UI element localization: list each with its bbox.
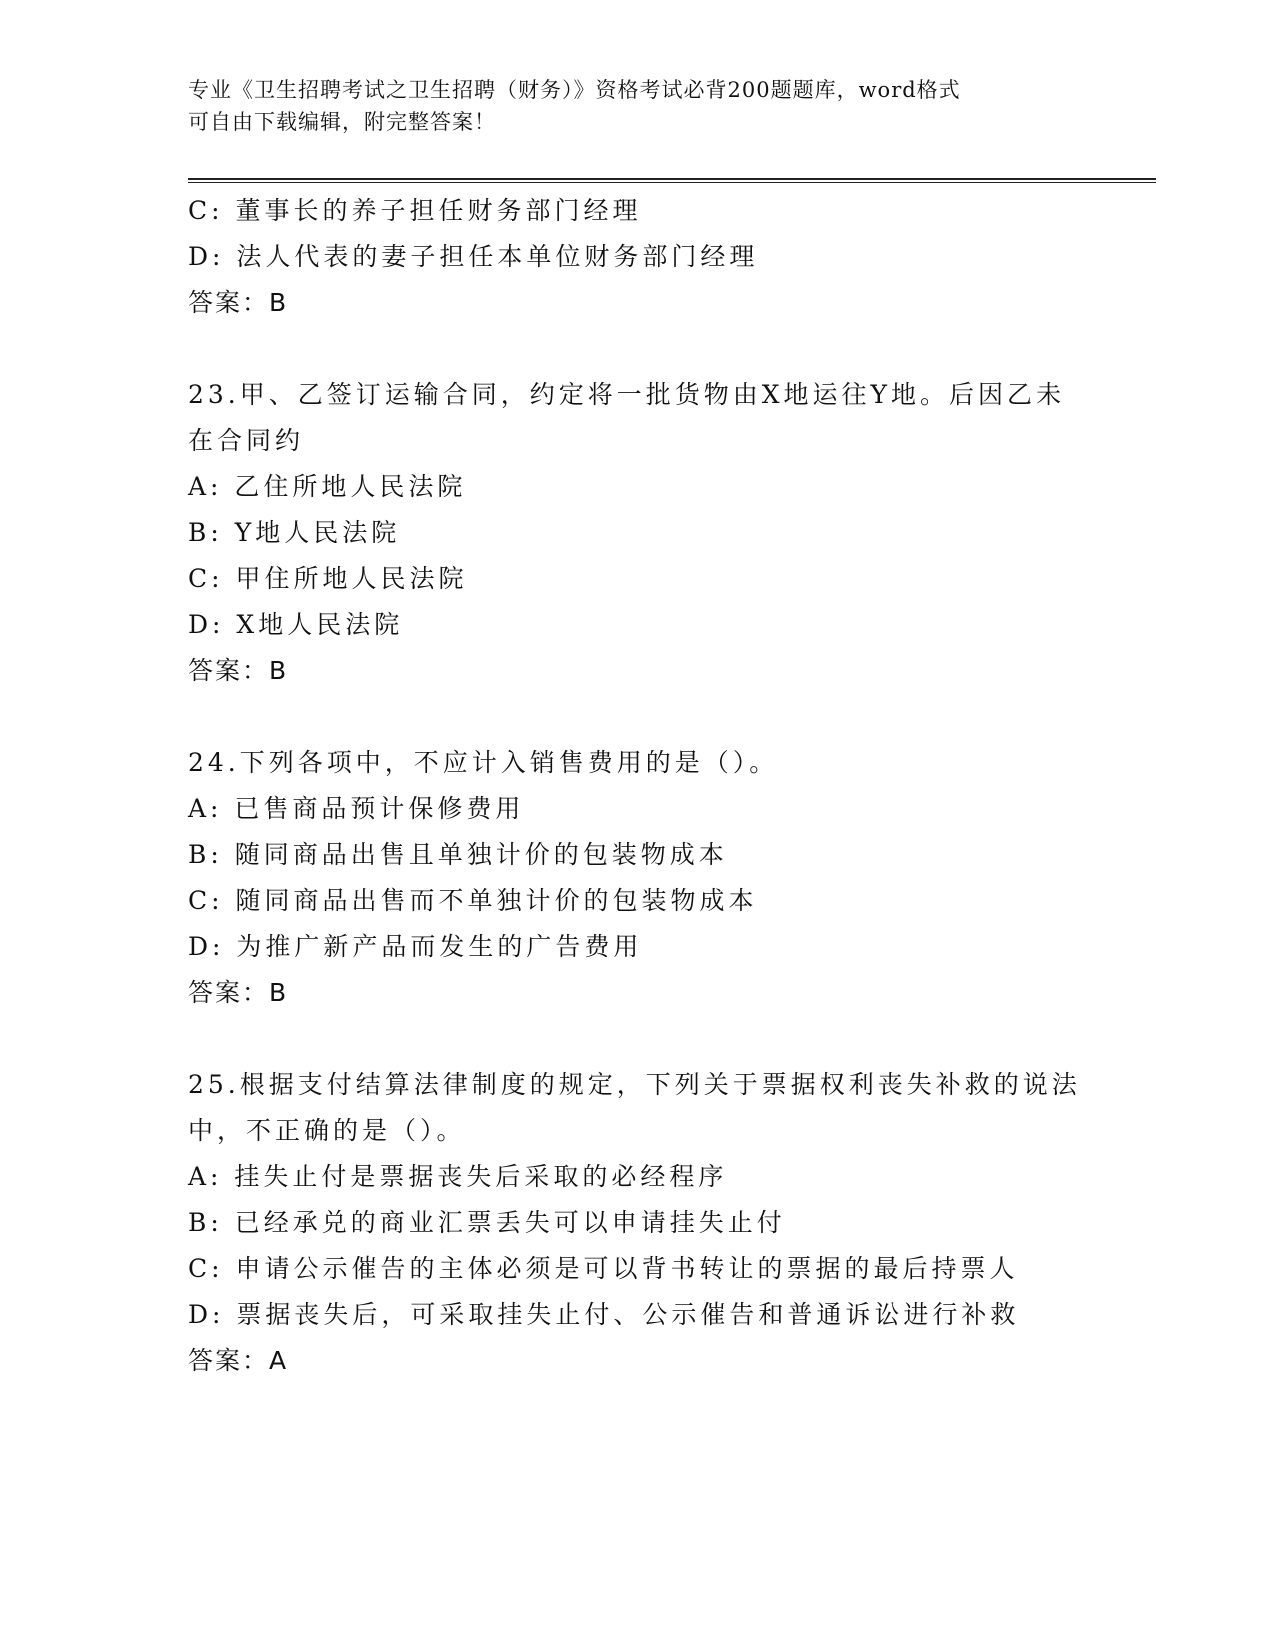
question-23 bbox=[188, 372, 1088, 694]
option-d: D: 票据丧失后，可采取挂失止付、公示催告和普通诉讼进行补救 bbox=[188, 1300, 1020, 1329]
option-c: C: 申请公示催告的主体必须是可以背书转让的票据的最后持票人 bbox=[188, 1254, 1019, 1283]
spacer bbox=[188, 694, 1088, 740]
option-a: A: 挂失止付是票据丧失后采取的必经程序 bbox=[188, 1162, 728, 1191]
option-d: D: X地人民法院 bbox=[188, 610, 404, 639]
answer: 答案：B bbox=[188, 978, 289, 1007]
header-divider bbox=[188, 178, 1156, 183]
question-stem-line1: 24.下列各项中，不应计入销售费用的是（）。 bbox=[188, 748, 779, 777]
option-a: A: 乙住所地人民法院 bbox=[188, 472, 467, 501]
answer: 答案：B bbox=[188, 656, 289, 685]
answer: 答案：B bbox=[188, 288, 289, 317]
header-title-line2: 可自由下载编辑，附完整答案！ bbox=[188, 110, 496, 134]
option-a: A: 已售商品预计保修费用 bbox=[188, 794, 525, 823]
option-b: B: 随同商品出售且单独计价的包装物成本 bbox=[188, 840, 728, 869]
option-c: C: 甲住所地人民法院 bbox=[188, 564, 468, 593]
header-title-line1: 专业《卫生招聘考试之卫生招聘（财务）》资格考试必背200题题库，word格式 bbox=[188, 78, 961, 102]
question-stem-line1: 23.甲、乙签订运输合同，约定将一批货物由X地运往Y地。后因乙未 bbox=[188, 380, 1066, 409]
question-stem-line1: 25.根据支付结算法律制度的规定，下列关于票据权利丧失补救的说法 bbox=[188, 1070, 1081, 1099]
question-list bbox=[188, 188, 1088, 1384]
option-b: B: 已经承兑的商业汇票丢失可以申请挂失止付 bbox=[188, 1208, 786, 1237]
question-24 bbox=[188, 740, 1088, 1016]
document-header bbox=[188, 74, 1068, 138]
question-stem-line2: 在合同约 bbox=[188, 426, 305, 455]
option-b: B: Y地人民法院 bbox=[188, 518, 401, 547]
option-c: C: 随同商品出售而不单独计价的包装物成本 bbox=[188, 886, 758, 915]
option-c: C: 董事长的养子担任财务部门经理 bbox=[188, 196, 642, 225]
option-d: D: 法人代表的妻子担任本单位财务部门经理 bbox=[188, 242, 759, 271]
option-d: D: 为推广新产品而发生的广告费用 bbox=[188, 932, 643, 961]
spacer bbox=[188, 326, 1088, 372]
answer: 答案：A bbox=[188, 1346, 289, 1375]
question-continuation bbox=[188, 188, 1088, 326]
spacer bbox=[188, 1016, 1088, 1062]
question-stem-line2: 中，不正确的是（）。 bbox=[188, 1116, 466, 1145]
question-25 bbox=[188, 1062, 1088, 1384]
